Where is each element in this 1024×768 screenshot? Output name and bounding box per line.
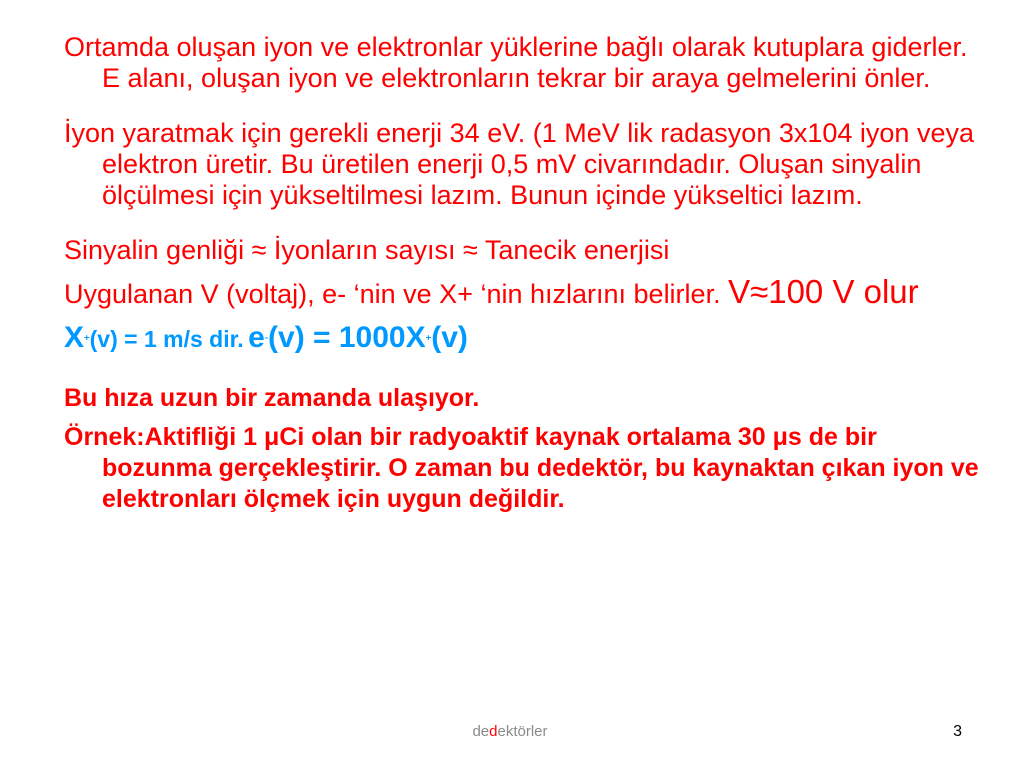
equation-minus: - — [264, 332, 269, 344]
paragraph-applied-voltage — [64, 273, 984, 310]
paragraph-signal-amplitude: Sinyalin genliği ≈ İyonların sayısı ≈ Tanecik enerjisi — [64, 235, 670, 265]
footer-title — [440, 723, 580, 740]
equation-x-rest: (v) = 1 m/s dir. — [89, 326, 244, 352]
paragraph-ion-movement: Ortamda oluşan iyon ve elektronlar yüklerine bağlı olarak kutuplara giderler. E alanı, oluşan iyon ve elektronların tekrar bir araya gelmelerini önler. — [64, 32, 968, 93]
slide-content — [64, 30, 984, 515]
paragraph-example: Örnek:Aktifliği 1 μCi olan bir radyoaktif kaynak ortalama 30 μs de bir bozunma gerçekleştirir. O zaman bu dedektör, bu kaynaktan çıkan iyon ve elektronları ölçmek için uygun değildir. — [64, 423, 979, 513]
page-number: 3 — [953, 723, 962, 740]
equation-e-rest: (v) = 1000X — [268, 321, 426, 354]
equation-plus-2: + — [425, 332, 432, 344]
footer-title-accent: d — [489, 723, 498, 740]
equation-e: e — [248, 321, 265, 354]
equation-plus-1: + — [84, 332, 90, 344]
equation-end: (v) — [431, 321, 468, 354]
equation-x: X — [64, 321, 85, 354]
paragraph-ion-energy: İyon yaratmak için gerekli enerji 34 eV. (1 MeV lik radasyon 3x104 iyon veya elektron üretir. Bu üretilen enerji 0,5 mV civarındadır. Oluşan sinyalin ölçülmesi için yükseltilmesi lazım. Bunun içinde yükseltici lazım. — [64, 118, 974, 210]
footer-title-post: ektörler — [497, 723, 548, 740]
voltage-value-text: V≈100 V olur — [728, 273, 919, 310]
velocity-equation — [64, 318, 984, 363]
applied-voltage-text: Uygulanan V (voltaj), e- ‘nin ve X+ ‘nin hızlarını belirler. — [64, 279, 721, 309]
paragraph-speed-time: Bu hıza uzun bir zamanda ulaşıyor. — [64, 384, 480, 412]
footer-title-pre: de — [472, 723, 490, 740]
